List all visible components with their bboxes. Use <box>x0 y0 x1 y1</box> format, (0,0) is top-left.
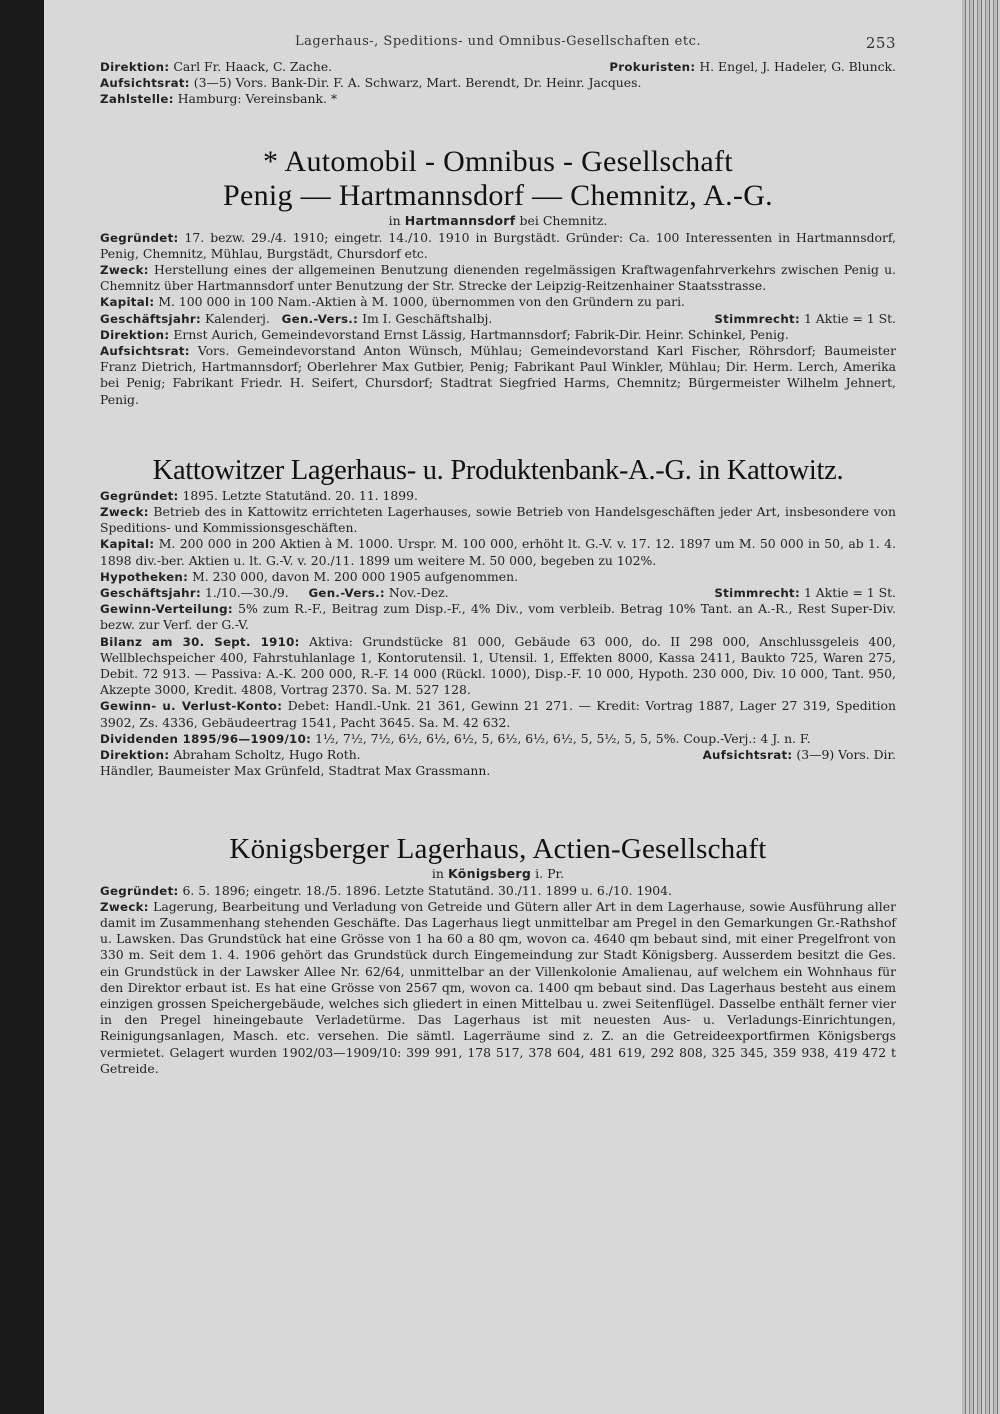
label: Stimmrecht: <box>714 586 800 601</box>
value: (3—9) Vors. Dir. <box>796 747 896 763</box>
value: (3—5) Vors. Bank-Dir. F. A. Schwarz, Mart. Berendt, Dr. Heinr. Jacques. <box>193 75 642 91</box>
value: 1½, 7½, 7½, 6½, 6½, 6½, 5, 6½, 6½, 6½, 5, 5½, 5, 5, 5%. Coup.-Verj.: 4 J. n. F. <box>315 730 811 746</box>
value: M. 100 000 in 100 Nam.-Aktien à M. 1000, übernommen von den Gründern zu pari. <box>158 294 685 310</box>
value: Carl Fr. Haack, C. Zache. <box>173 59 333 74</box>
label: Stimmrecht: <box>714 311 800 326</box>
location-place: Hartmannsdorf <box>404 212 516 228</box>
label: Hypotheken: <box>100 569 189 584</box>
value: H. Engel, J. Hadeler, G. Blunck. <box>699 59 896 74</box>
value: M. 230 000, davon M. 200 000 1905 aufgenommen. <box>192 568 519 584</box>
entry-kattowitzer-lagerhaus <box>100 454 896 780</box>
value: 5% zum R.-F., Beitrag zum Disp.-F., 4% Div., vom verbleib. Betrag 10% Tant. an A.-R., Rest Super-Div. bezw. zur Verf. der G.-V. <box>100 601 896 633</box>
label: Gegründet: <box>100 883 179 898</box>
field-geschaeftsjahr-row <box>100 311 896 327</box>
top-aufsichtsrat-line <box>100 75 896 91</box>
value: 1895. Letzte Statutänd. 20. 11. 1899. <box>182 487 418 503</box>
field-kapital <box>100 294 896 310</box>
label: Gewinn- u. Verlust-Konto: <box>100 699 283 714</box>
label: Direktion: <box>100 748 170 763</box>
label: Geschäftsjahr: <box>100 311 201 326</box>
label: Aufsichtsrat: <box>100 76 190 91</box>
label: Gegründet: <box>100 488 179 503</box>
location-place: Königsberg <box>447 865 532 881</box>
label: Zweck: <box>100 899 149 914</box>
value: Debet: Handl.-Unk. 21 361, Gewinn 21 271. — Kredit: Vortrag 1887, Lager 27 319, Spedition 3902, Zs. 4336, Gebäudeertrag 1541, Pacht 3645. Sa. M. 42 632. <box>100 698 896 730</box>
value: Ernst Aurich, Gemeindevorstand Ernst Lässig, Hartmannsdorf; Fabrik-Dir. Heinr. Schinkel, Penig. <box>173 326 789 342</box>
previous-entry-tail <box>100 59 896 108</box>
field-aufsichtsrat <box>100 343 896 408</box>
field-zweck <box>100 504 896 536</box>
field-gewinn-verlust-konto <box>100 698 896 730</box>
field-gegruendet <box>100 883 896 899</box>
running-title: Lagerhaus-, Speditions- und Omnibus-Gesellschaften etc. <box>295 34 701 49</box>
location-suffix: i. Pr. <box>535 865 565 881</box>
location-prefix: in <box>388 212 401 228</box>
label: Kapital: <box>100 537 155 552</box>
field-zweck <box>100 899 896 1077</box>
value: Betrieb des in Kattowitz errichteten Lagerhauses, sowie Betrieb von Handelsgeschäften jeder Art, insbesondere von Speditions- und Kommissionsgeschäften. <box>100 504 896 536</box>
value: Vors. Gemeindevorstand Anton Wünsch, Mühlau; Gemeindevorstand Karl Fischer, Röhrsdorf; Baumeister Franz Dietrich, Hartmannsdorf; Oberlehrer Max Gutbier, Penig; Fabrikant Paul Winkler, Mühlau; Dir. Herm. Lerch, Amerika bei Penig; Fabrikant Friedr. H. Seifert, Chursdorf; Stadtrat Siegfried Harms, Chemnitz; Bürgermeister Wilhelm Jehnert, Penig. <box>100 343 896 407</box>
value: 6. 5. 1896; eingetr. 18./5. 1896. Letzte Statutänd. 30./11. 1899 u. 6./10. 1904. <box>182 882 672 898</box>
value: 1 Aktie = 1 St. <box>803 310 896 326</box>
label: Zweck: <box>100 505 149 520</box>
field-geschaeftsjahr-row <box>100 585 896 601</box>
value: Nov.-Dez. <box>388 585 449 601</box>
label: Gegründet: <box>100 230 179 245</box>
value: Händler, Baumeister Max Grünfeld, Stadtrat Max Grassmann. <box>100 763 491 779</box>
location-prefix: in <box>431 865 444 881</box>
label: Zahlstelle: <box>100 92 174 107</box>
label: Prokuristen: <box>609 60 696 74</box>
field-gegruendet <box>100 230 896 262</box>
label: Dividenden 1895/96—1909/10: <box>100 731 312 746</box>
field-kapital <box>100 536 896 568</box>
location-suffix: bei Chemnitz. <box>519 212 608 228</box>
value: Im I. Geschäftshalbj. <box>362 310 493 326</box>
label: Direktion: <box>100 60 170 74</box>
field-hypotheken <box>100 569 896 585</box>
running-head <box>100 34 896 58</box>
entry-title-line1: * Automobil - Omnibus - Gesellschaft <box>263 144 733 178</box>
scan-binding-edge <box>0 0 44 1414</box>
label: Gewinn-Verteilung: <box>100 602 233 617</box>
label: Geschäftsjahr: <box>100 586 201 601</box>
entry-title: Kattowitzer Lagerhaus- u. Produktenbank-A.-G. in Kattowitz. <box>152 454 844 486</box>
entry-location <box>100 213 896 229</box>
value: M. 200 000 in 200 Aktien à M. 1000. Urspr. M. 100 000, erhöht lt. G.-V. v. 17. 12. 1897 um M. 50 000 in 50, ab 1. 4. 1898 div.-ber. Aktien u. lt. G.-V. v. 20./11. 1899 um weitere M. 50 000, begeben zu 102%. <box>100 536 896 568</box>
value: 1 Aktie = 1 St. <box>803 585 896 601</box>
page-number: 253 <box>865 34 896 52</box>
top-zahlstelle-line <box>100 91 896 107</box>
entry-koenigsberger-lagerhaus <box>100 832 896 1077</box>
label: Aufsichtsrat: <box>100 344 190 359</box>
label: Gen.-Vers.: <box>281 311 359 326</box>
field-direktion <box>100 327 896 343</box>
value: Aktiva: Grundstücke 81 000, Gebäude 63 000, do. II 298 000, Anschlussgeleis 400, Wellblechspeicher 400, Fahrstuhlanlage 1, Kontorutensil. 1, Utensil. 1, Effekten 8000, Kassa 2411, Baukto 725, Waren 275, Debit. 72 913. — Passiva: A.-K. 200 000, R.-F. 14 000 (Rückl. 1000), Disp.-F. 10 000, Hypoth. 230 000, Div. 10 000, Tant. 950, Akzepte 3000, Kredit. 4808, Vortrag 2370. Sa. M. 527 128. <box>100 633 896 698</box>
page-content <box>100 34 896 1077</box>
value: Kalenderj. <box>204 310 270 326</box>
value: Lagerung, Bearbeitung und Verladung von Getreide und Gütern aller Art in dem Lagerhause, sowie Ausführung aller damit im Zusammenhang stehenden Geschäfte. Das Lagerhaus liegt unmittelbar am Pregel in den Gemarkungen Gr.-Rathshof u. Lawsken. Das Grundstück hat eine Grösse von 1 ha 60 a 80 qm, wovon ca. 4640 qm bebaut sind, mit einer Pregelfront von 330 m. Seit dem 1. 4. 1906 gehört das Grundstück durch Eingemeindung zur Stadt Königsberg. Ausserdem besitzt die Ges. ein Grundstück in der Lawsker Allee Nr. 62/64, unmittelbar an der Villenkolonie Amalienau, auf welchem ein Wohnhaus für den Direktor erbaut ist. Es hat eine Grösse von 2567 qm, wovon ca. 1400 qm bebaut sind. Das Lagerhaus besteht aus einem einzigen grossen Speichergebäude, welches sich gliedert in einen Mittelbau u. zwei Seitenflügel. Dasselbe enthält ferner vier in den Pregel hineingebaute Verladetürme. Das Lagerhaus ist mit neuesten Aus- u. Verladungs-Einrichtungen, Reinigungsanlagen, Masch. etc. versehen. Die sämtl. Lagerräume sind z. Z. an die Getreideexportfirmen Königsbergs vermietet. Gelagert wurden 1902/03—1909/10: 399 991, 178 517, 378 604, 481 619, 292 808, 325 345, 359 938, 419 472 t Getreide. <box>100 898 896 1076</box>
value: Herstellung eines der allgemeinen Benutzung dienenden regelmässigen Kraftwagenfahrverkehrs zwischen Penig u. Chemnitz über Hartmannsdorf unter Benutzung der Str. Strecke der Leipzig-Reitzenhainer Staatsstrasse. <box>100 262 896 294</box>
scan-page-stack-edge <box>962 0 1000 1414</box>
top-direktion-line <box>100 59 896 75</box>
value: Hamburg: Vereinsbank. * <box>177 91 338 107</box>
field-dividenden <box>100 731 896 747</box>
label: Aufsichtsrat: <box>702 748 793 763</box>
field-bilanz <box>100 634 896 699</box>
label: Zweck: <box>100 263 149 278</box>
field-zweck <box>100 262 896 294</box>
value: 17. bezw. 29./4. 1910; eingetr. 14./10. 1910 in Burgstädt. Gründer: Ca. 100 Interessenten in Hartmannsdorf, Penig, Chemnitz, Mühlau, Burgstädt, Chursdorf etc. <box>100 229 896 261</box>
book-page <box>44 0 962 1414</box>
entry-title-line2: Penig — Hartmannsdorf — Chemnitz, A.-G. <box>223 178 773 212</box>
entry-automobil-omnibus <box>100 144 896 408</box>
field-direktion-row <box>100 747 896 763</box>
entry-location <box>100 866 896 882</box>
label: Bilanz am 30. Sept. 1910: <box>100 634 300 649</box>
value: Abraham Scholtz, Hugo Roth. <box>173 747 361 763</box>
label: Kapital: <box>100 295 155 310</box>
label: Direktion: <box>100 327 170 342</box>
field-gewinn-verteilung <box>100 601 896 633</box>
field-gegruendet <box>100 488 896 504</box>
entry-title: Königsberger Lagerhaus, Actien-Gesellschaft <box>229 832 767 865</box>
field-aufsichtsrat <box>100 763 896 779</box>
value: 1./10.—30./9. <box>204 585 289 601</box>
label: Gen.-Vers.: <box>308 586 385 601</box>
